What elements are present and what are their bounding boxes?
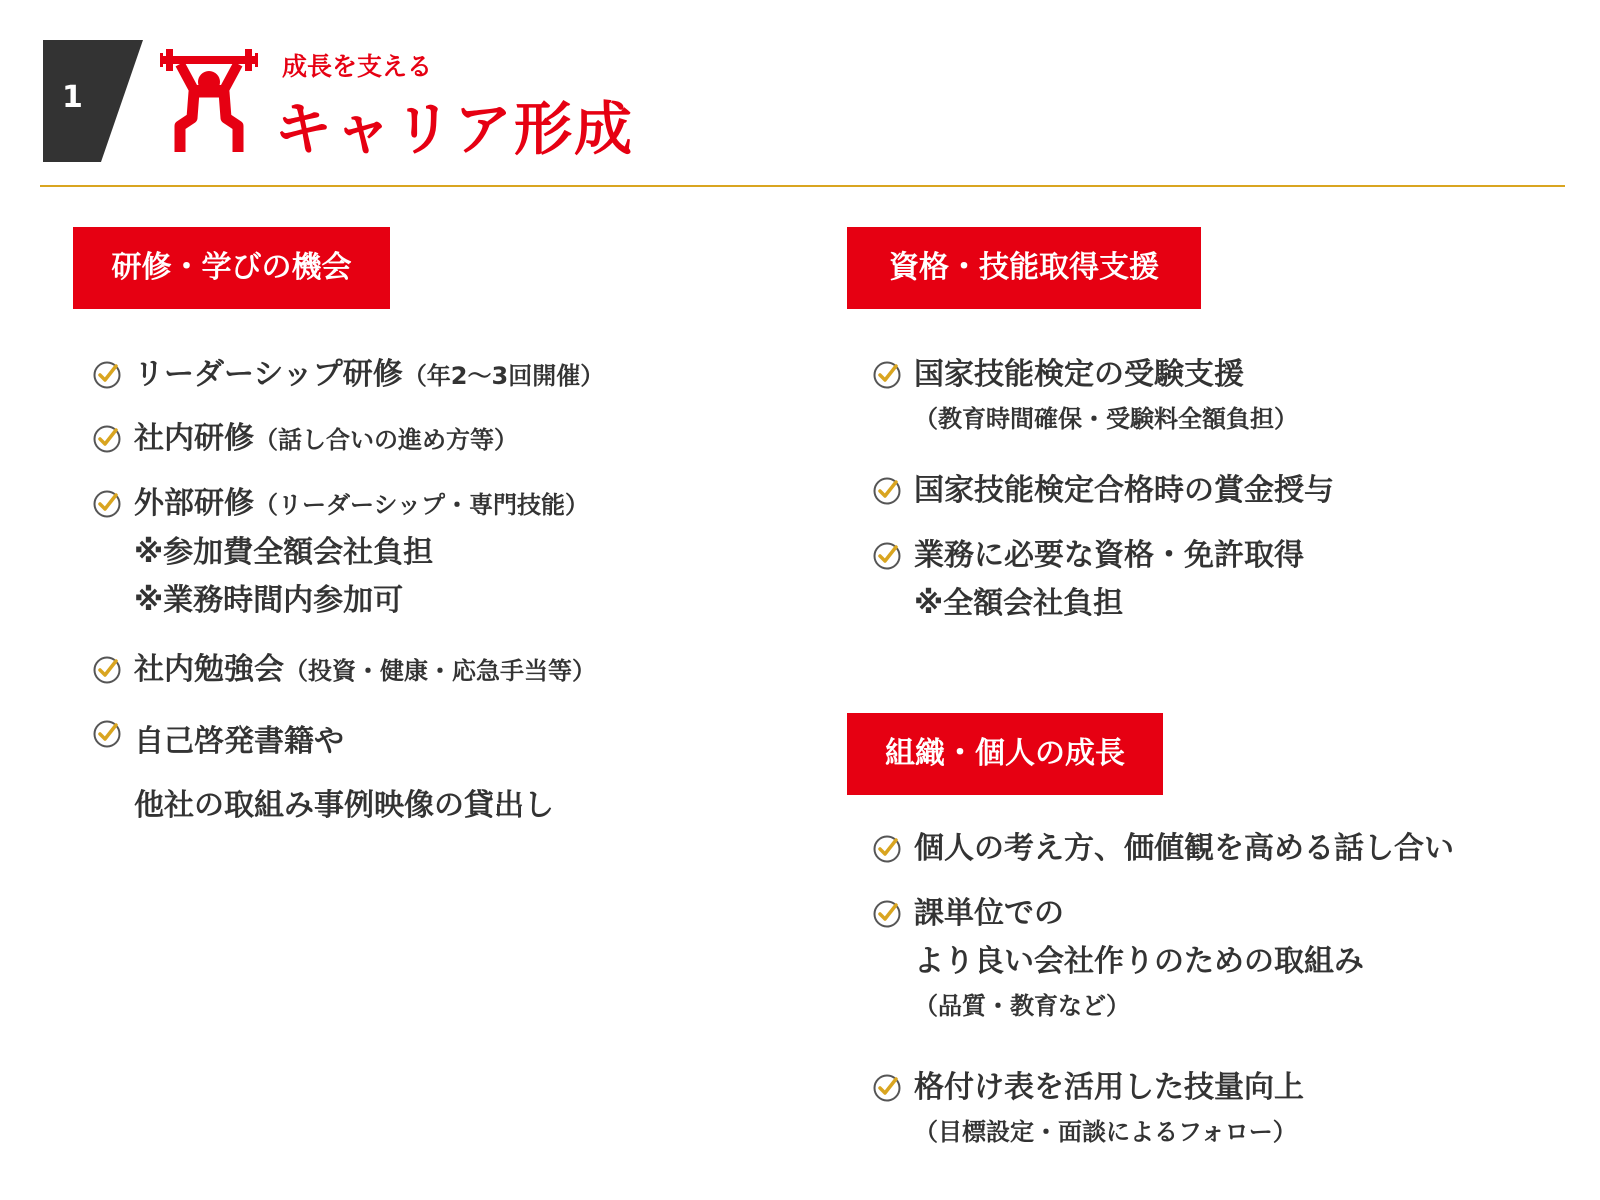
item-main: 課単位での	[914, 896, 1064, 931]
list-item-external-training	[92, 480, 589, 625]
check-icon	[872, 899, 902, 929]
section-label-training: 研修・学びの機会	[73, 227, 390, 309]
header-divider	[40, 185, 1565, 187]
check-icon	[872, 541, 902, 571]
list-item-exam-support	[872, 351, 1298, 439]
item-main: 業務に必要な資格・免許取得	[914, 538, 1304, 573]
item-sub: （教育時間確保・受験料全額負担）	[914, 405, 1298, 433]
check-icon	[872, 360, 902, 390]
item-extra: ※業務時間内参加可	[134, 583, 404, 618]
weightlifter-icon	[160, 46, 258, 156]
section-number-badge	[43, 40, 143, 162]
item-main: 外部研修	[134, 486, 254, 521]
check-icon	[92, 360, 122, 390]
item-main: 国家技能検定の受験支援	[914, 357, 1244, 392]
item-extra: ※全額会社負担	[914, 586, 1124, 621]
list-item-book-lending	[92, 710, 554, 838]
item-main: 国家技能検定合格時の賞金授与	[914, 473, 1334, 508]
item-main: 社内研修	[134, 421, 254, 456]
item-extra: ※参加費全額会社負担	[134, 535, 434, 570]
list-item-internal-training	[92, 415, 518, 464]
list-item-award	[872, 467, 1334, 515]
check-icon	[872, 476, 902, 506]
item-extra: より良い会社作りのための取組み	[914, 944, 1364, 979]
item-note: （投資・健康・応急手当等）	[284, 657, 596, 685]
item-main: 社内勉強会	[134, 652, 284, 687]
item-sub: （品質・教育など）	[914, 992, 1130, 1020]
page-title: キャリア形成	[274, 95, 635, 163]
item-note: （リーダーシップ・専門技能）	[254, 491, 590, 519]
item-note: （年2〜3回開催）	[402, 362, 605, 390]
check-icon	[92, 424, 122, 454]
check-icon	[872, 1073, 902, 1103]
check-icon	[92, 655, 122, 685]
list-item-leadership-training	[92, 351, 604, 400]
item-sub: （目標設定・面談によるフォロー）	[914, 1118, 1297, 1146]
list-item-license	[872, 532, 1304, 628]
item-main: 格付け表を活用した技量向上	[914, 1070, 1304, 1105]
section-label-qualification: 資格・技能取得支援	[847, 227, 1201, 309]
item-main: リーダーシップ研修	[134, 357, 403, 392]
section-label-growth: 組織・個人の成長	[847, 713, 1163, 795]
list-item-skill-grading	[872, 1064, 1304, 1152]
check-icon	[872, 834, 902, 864]
item-note: （話し合いの進め方等）	[254, 426, 518, 454]
item-extra: 他社の取組み事例映像の貸出し	[134, 788, 554, 823]
header-subtitle: 成長を支える	[282, 52, 433, 81]
check-icon	[92, 489, 122, 519]
section-number: 1	[62, 80, 83, 115]
check-icon	[92, 719, 122, 749]
item-main: 自己啓発書籍や	[134, 724, 344, 759]
item-main: 個人の考え方、価値観を高める話し合い	[914, 831, 1454, 866]
list-item-team-initiative	[872, 890, 1364, 1026]
list-item-values-talk	[872, 825, 1454, 873]
list-item-study-sessions	[92, 646, 596, 695]
